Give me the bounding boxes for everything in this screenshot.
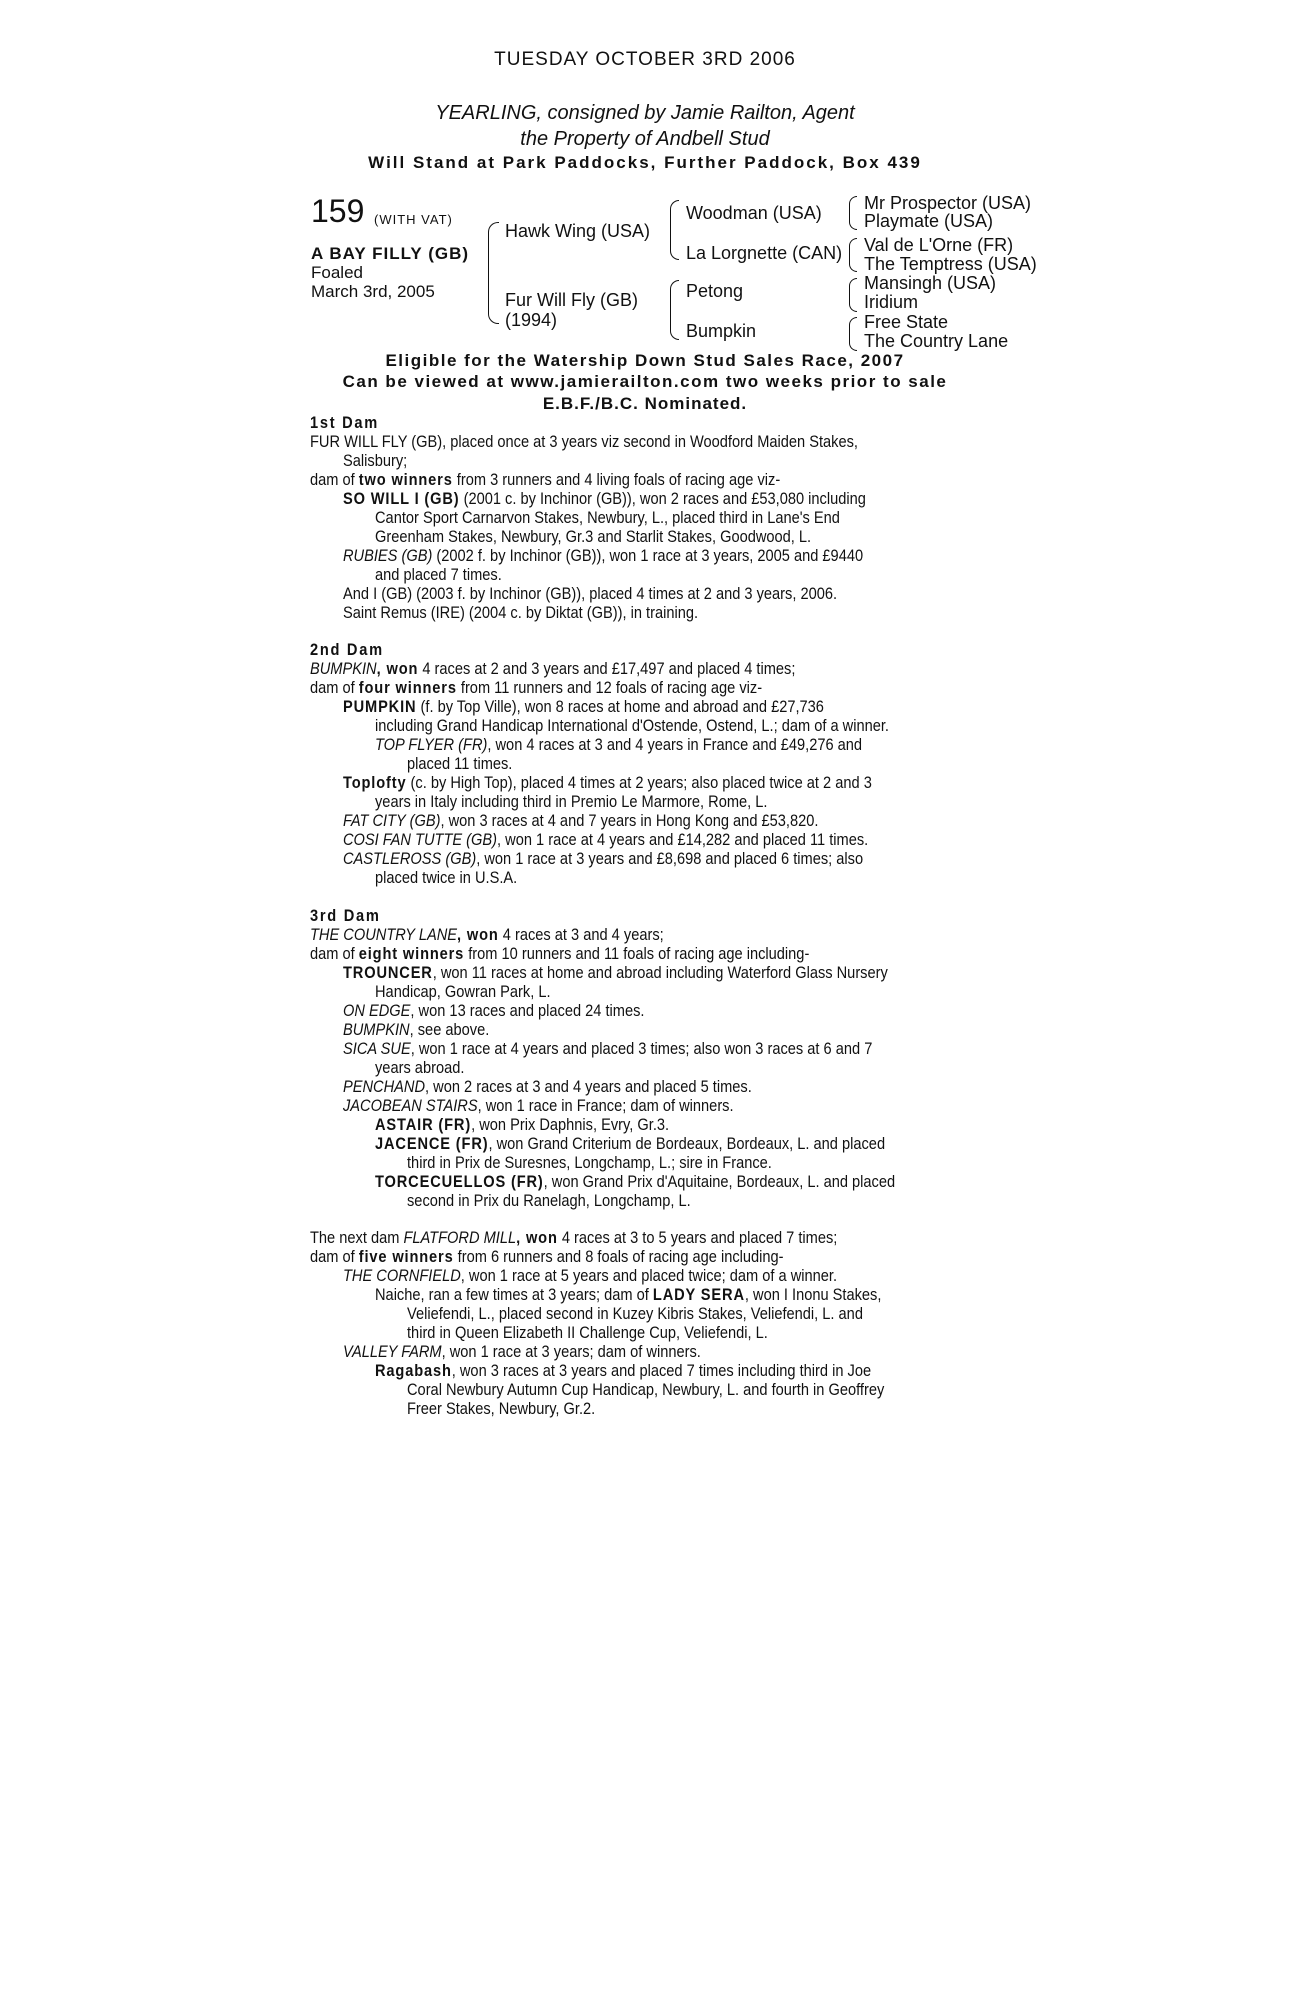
dam-year: (1994) [505,310,558,330]
dam-dam: Bumpkin [686,321,757,341]
dam-summary-cont: Salisbury; [343,451,408,470]
dam: Fur Will Fly (GB) [505,290,638,310]
produce-entry: VALLEY FARM, won 1 race at 3 years; dam of winners. [343,1342,701,1361]
dam-dam-dam: The Country Lane [864,331,1009,351]
sire-dam-dam: The Temptress (USA) [864,254,1037,274]
produce-entry: TROUNCER, won 11 races at home and abroad including Waterford Glass Nursery [343,963,888,982]
produce-entry-cont: years in Italy including third in Premio Le Marmore, Rome, L. [375,792,768,811]
sire-dam: La Lorgnette (CAN) [686,243,843,263]
nomination-note: E.B.F./B.C. Nominated. [542,394,748,413]
produce-entry: COSI FAN TUTTE (GB), won 1 race at 4 years and £14,282 and placed 11 times. [343,830,869,849]
produce-entry: Naiche, ran a few times at 3 years; dam of LADY SERA, won I Inonu Stakes, [375,1285,882,1304]
eligibility-note: Eligible for the Watership Down Stud Sales Race, 2007 [385,351,905,370]
produce-entry-cont: Veliefendi, L., placed second in Kuzey Kibris Stakes, Veliefendi, L. and [407,1304,863,1323]
foaled-date: March 3rd, 2005 [311,282,435,301]
dam-summary: THE COUNTRY LANE, won 4 races at 3 and 4 years; [310,925,664,944]
dam-sire-dam: Iridium [864,292,919,312]
produce-entry: Toplofty (c. by High Top), placed 4 times at 2 years; also placed twice at 2 and 3 [343,773,872,792]
produce-entry-cont: second in Prix du Ranelagh, Longchamp, L. [407,1191,691,1210]
produce-entry: RUBIES (GB) (2002 f. by Inchinor (GB)), won 1 race at 3 years, 2005 and £9440 [343,546,864,565]
produce-entry: TORCECUELLOS (FR), won Grand Prix d'Aquitaine, Bordeaux, L. and placed [375,1172,896,1191]
stand-location: Will Stand at Park Paddocks, Further Paddock, Box 439 [368,153,922,172]
produce-entry-cont: Handicap, Gowran Park, L. [375,982,551,1001]
dam-summary: The next dam FLATFORD MILL, won 4 races at 3 to 5 years and placed 7 times; [310,1228,838,1247]
produce-entry: JACENCE (FR), won Grand Criterium de Bordeaux, Bordeaux, L. and placed [375,1134,886,1153]
vat-note: (WITH VAT) [374,212,453,227]
produce-entry: PUMPKIN (f. by Top Ville), won 8 races at home and abroad and £27,736 [343,697,824,716]
produce-entry: SO WILL I (GB) (2001 c. by Inchinor (GB)), won 2 races and £53,080 including [343,489,866,508]
produce-entry: TOP FLYER (FR), won 4 races at 3 and 4 years in France and £49,276 and [375,735,863,754]
lot-description: A BAY FILLY (GB) [311,244,470,263]
produce-entry-cont: including Grand Handicap International d'Ostende, Ostend, L.; dam of a winner. [375,716,889,735]
produce-entry: ASTAIR (FR), won Prix Daphnis, Evry, Gr.3. [375,1115,670,1134]
produce-entry: SICA SUE, won 1 race at 4 years and placed 3 times; also won 3 races at 6 and 7 [343,1039,873,1058]
consignment-line-1: YEARLING, consigned by Jamie Railton, Agent [435,102,855,124]
brace-gen3-2 [849,238,857,272]
foaled-label: Foaled [311,263,363,282]
brace-sire-parents [670,200,679,260]
produce-entry-cont: Greenham Stakes, Newbury, Gr.3 and Starlit Stakes, Goodwood, L. [375,527,812,546]
brace-gen3-1 [849,196,857,230]
produce-entry-cont: Coral Newbury Autumn Cup Handicap, Newbury, L. and fourth in Geoffrey [407,1380,885,1399]
dam-sire-sire: Mansingh (USA) [864,273,997,293]
produce-entry-cont: third in Prix de Suresnes, Longchamp, L.; sire in France. [407,1153,772,1172]
viewing-note: Can be viewed at www.jamierailton.com two weeks prior to sale [342,372,948,391]
produce-entry: Saint Remus (IRE) (2004 c. by Diktat (GB)), in training. [343,603,699,622]
produce-summary: dam of two winners from 3 runners and 4 living foals of racing age viz- [310,470,781,489]
sire-sire-dam: Playmate (USA) [864,211,994,231]
produce-entry: BUMPKIN, see above. [343,1020,490,1039]
produce-entry: CASTLEROSS (GB), won 1 race at 3 years and £8,698 and placed 6 times; also [343,849,864,868]
produce-entry: Ragabash, won 3 races at 3 years and placed 7 times including third in Joe [375,1361,872,1380]
brace-gen3-3 [849,278,857,312]
produce-entry: FAT CITY (GB), won 3 races at 4 and 7 years in Hong Kong and £53,820. [343,811,819,830]
produce-entry-cont: years abroad. [375,1058,465,1077]
dam-summary: FUR WILL FLY (GB), placed once at 3 years viz second in Woodford Maiden Stakes, [310,432,858,451]
produce-summary: dam of five winners from 6 runners and 8 foals of racing age including- [310,1247,784,1266]
consignment-line-2: the Property of Andbell Stud [520,128,770,150]
produce-summary: dam of eight winners from 10 runners and 11 foals of racing age including- [310,944,810,963]
produce-entry: PENCHAND, won 2 races at 3 and 4 years and placed 5 times. [343,1077,752,1096]
produce-entry: THE CORNFIELD, won 1 race at 5 years and placed twice; dam of a winner. [343,1266,838,1285]
brace-dam-parents [670,280,679,340]
dam-summary: BUMPKIN, won 4 races at 2 and 3 years and £17,497 and placed 4 times; [310,659,796,678]
produce-entry: JACOBEAN STAIRS, won 1 race in France; dam of winners. [343,1096,734,1115]
section-heading: 2nd Dam [310,640,384,659]
sire-sire-sire: Mr Prospector (USA) [864,193,1032,213]
dam-dam-sire: Free State [864,312,949,332]
produce-entry-cont: and placed 7 times. [375,565,502,584]
section-heading: 1st Dam [310,413,379,432]
dam-sire: Petong [686,281,744,301]
sire-sire: Woodman (USA) [686,203,822,223]
produce-summary: dam of four winners from 11 runners and 12 foals of racing age viz- [310,678,763,697]
produce-entry-cont: Freer Stakes, Newbury, Gr.2. [407,1399,596,1418]
section-heading: 3rd Dam [310,906,381,925]
produce-entry-cont: Cantor Sport Carnarvon Stakes, Newbury, L., placed third in Lane's End [375,508,840,527]
brace-gen3-4 [849,317,857,351]
sale-date: TUESDAY OCTOBER 3RD 2006 [494,49,796,70]
brace-sire-dam [488,222,499,324]
lot-number: 159 [311,193,365,229]
produce-entry-cont: placed 11 times. [407,754,513,773]
sire-dam-sire: Val de L'Orne (FR) [864,235,1014,255]
sire: Hawk Wing (USA) [505,221,651,241]
produce-entry: And I (GB) (2003 f. by Inchinor (GB)), placed 4 times at 2 and 3 years, 2006. [343,584,838,603]
produce-entry: ON EDGE, won 13 races and placed 24 times. [343,1001,645,1020]
produce-entry-cont: placed twice in U.S.A. [375,868,518,887]
produce-entry-cont: third in Queen Elizabeth II Challenge Cup, Veliefendi, L. [407,1323,768,1342]
